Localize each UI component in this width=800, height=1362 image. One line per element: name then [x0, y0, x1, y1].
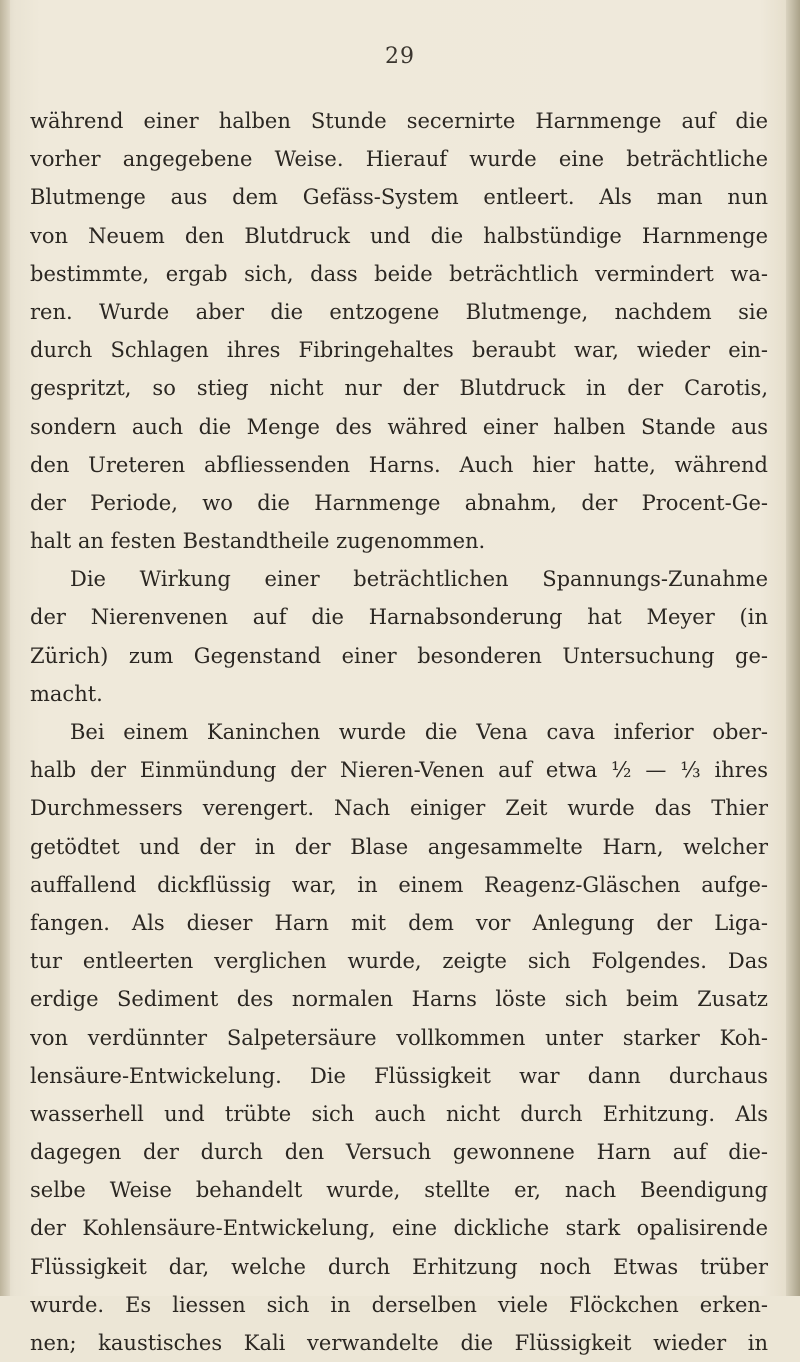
- text-line: sondern auch die Menge des währed einer halben Stande aus: [30, 414, 768, 439]
- text-line: vorher angegebene Weise. Hierauf wurde eine beträchtliche: [30, 147, 768, 172]
- text-line: getödtet und der in der Blase angesammelte Harn, welcher: [30, 834, 768, 859]
- text-line: Durchmessers verengert. Nach einiger Zeit wurde das Thier: [30, 796, 768, 821]
- text-line: von verdünnter Salpetersäure vollkommen unter starker Koh-: [30, 1025, 768, 1050]
- page-left-edge: [0, 0, 10, 1296]
- text-line: auffallend dickflüssig war, in einem Reagenz-Gläschen aufge-: [30, 872, 768, 897]
- text-line: erdige Sediment des normalen Harns löste sich beim Zusatz: [30, 987, 768, 1012]
- text-line: wurde. Es liessen sich in derselben viele Flöckchen erken-: [30, 1292, 768, 1317]
- text-line: Zürich) zum Gegenstand einer besonderen Untersuchung ge-: [30, 643, 768, 668]
- page-right-edge: [786, 0, 800, 1296]
- text-line: durch Schlagen ihres Fibringehaltes beraubt war, wieder ein-: [30, 338, 768, 363]
- text-line: macht.: [30, 681, 103, 706]
- text-line: selbe Weise behandelt wurde, stellte er, nach Beendigung: [30, 1178, 768, 1203]
- text-line: tur entleerten verglichen wurde, zeigte sich Folgendes. Das: [30, 949, 768, 974]
- text-line: gespritzt, so stieg nicht nur der Blutdruck in der Carotis,: [30, 376, 768, 401]
- text-line: der Periode, wo die Harnmenge abnahm, der Procent-Ge-: [30, 490, 768, 515]
- text-line: lensäure-Entwickelung. Die Flüssigkeit war dann durchaus: [30, 1063, 768, 1088]
- text-line: ren. Wurde aber die entzogene Blutmenge, nachdem sie: [30, 299, 768, 324]
- text-line: fangen. Als dieser Harn mit dem vor Anlegung der Liga-: [30, 910, 768, 935]
- text-line: wasserhell und trübte sich auch nicht durch Erhitzung. Als: [30, 1101, 768, 1126]
- text-line: dagegen der durch den Versuch gewonnene Harn auf die-: [30, 1140, 768, 1165]
- text-line: nen; kaustisches Kali verwandelte die Flüssigkeit wieder in: [30, 1331, 768, 1355]
- text-line: halt an festen Bestandtheile zugenommen.: [30, 529, 486, 554]
- text-line: Bei einem Kaninchen wurde die Vena cava inferior ober-: [70, 720, 768, 744]
- text-line: Die Wirkung einer beträchtlichen Spannungs-Zunahme: [70, 567, 768, 592]
- text-line: halb der Einmündung der Nieren-Venen auf etwa ½ — ⅓ ihres: [30, 758, 768, 783]
- text-line: bestimmte, ergab sich, dass beide beträchtlich vermindert wa-: [30, 261, 768, 286]
- text-line: der Kohlensäure-Entwickelung, eine dickliche stark opalisirende: [30, 1216, 768, 1241]
- text-line: den Ureteren abfliessenden Harns. Auch hier hatte, während: [30, 452, 768, 477]
- page-number: 29: [385, 44, 415, 69]
- body-text: [30, 102, 768, 1362]
- text-line: von Neuem den Blutdruck und die halbstündige Harnmenge: [30, 223, 768, 248]
- text-line: Blutmenge aus dem Gefäss-System entleert. Als man nun: [30, 185, 768, 210]
- text-line: Flüssigkeit dar, welche durch Erhitzung noch Etwas trüber: [30, 1254, 768, 1279]
- text-line: während einer halben Stunde secernirte Harnmenge auf die: [30, 109, 768, 133]
- text-line: der Nierenvenen auf die Harnabsonderung hat Meyer (in: [30, 605, 768, 630]
